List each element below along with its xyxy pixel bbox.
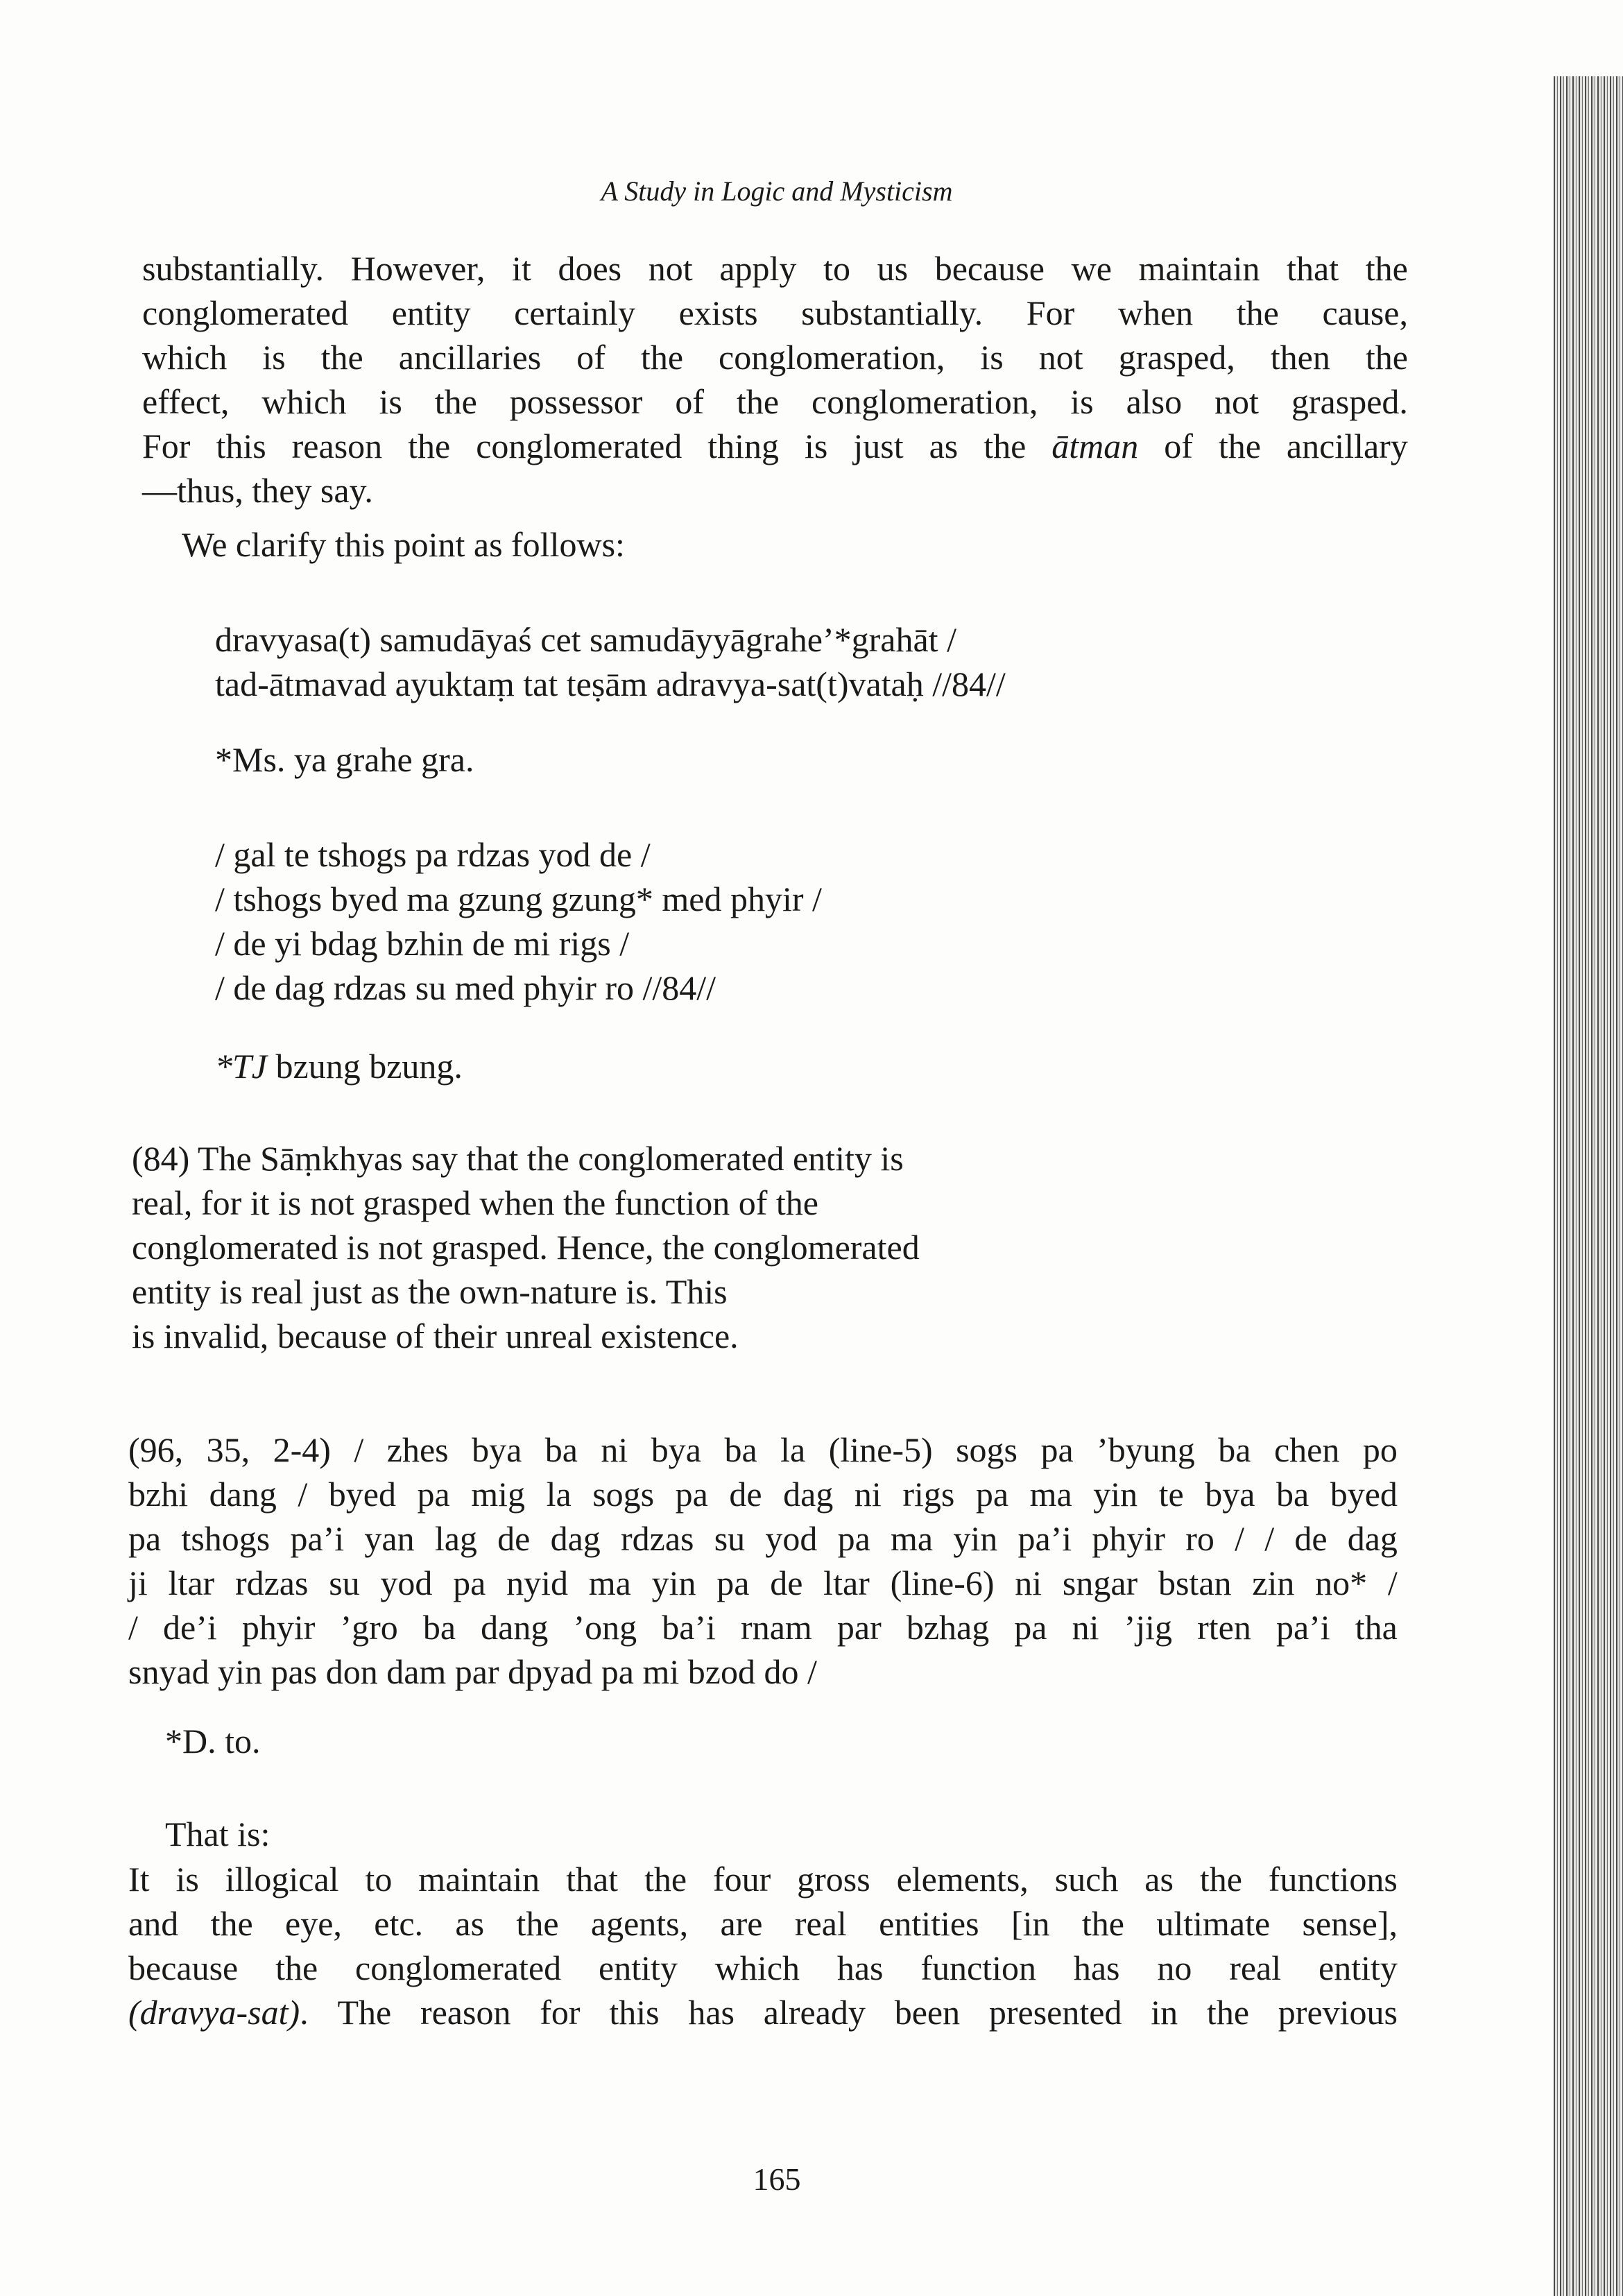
tibetan-verse: [215, 832, 822, 1010]
final-paragraph-line: It is illogical to maintain that the four gross elements, such as the functions: [128, 1860, 1398, 1899]
tibetan-verse-line: / gal te tshogs pa rdzas yod de /: [215, 835, 651, 874]
paragraph-1-line: —thus, they say.: [142, 471, 373, 510]
running-header: A Study in Logic and Mysticism: [601, 175, 953, 207]
translation-line: conglomerated is not grasped. Hence, the conglomerated: [132, 1228, 920, 1267]
commentary-line: ji ltar rdzas su yod pa nyid ma yin pa de ltar (line-6) ni sngar bstan zin no* /: [128, 1563, 1398, 1602]
commentary-line: snyad yin pas don dam par dpyad pa mi bzod do /: [128, 1652, 817, 1691]
tibetan-note: [215, 1044, 463, 1088]
tibetan-note-text: bzung bzung.: [275, 1047, 463, 1086]
commentary-line: bzhi dang / byed pa mig la sogs pa de dag ni rigs pa ma yin te bya ba byed: [128, 1475, 1398, 1514]
tibetan-note-siglum: *TJ: [215, 1047, 267, 1086]
tibetan-verse-line: / de dag rdzas su med phyir ro //84//: [215, 968, 716, 1007]
commentary-line: pa tshogs pa’i yan lag de dag rdzas su yod pa ma yin pa’i phyir ro / / de dag: [128, 1519, 1398, 1558]
tibetan-verse-line: / tshogs byed ma gzung gzung* med phyir /: [215, 880, 822, 918]
paragraph-1-line: which is the ancillaries of the conglomeration, is not grasped, then the: [142, 338, 1408, 377]
sanskrit-note: *Ms. ya grahe gra.: [215, 740, 474, 779]
tibetan-commentary: [128, 1428, 1398, 1694]
paragraph-1-line: effect, which is the possessor of the conglomeration, is also not grasped.: [142, 382, 1408, 421]
final-paragraph-line: because the conglomerated entity which has function has no real entity: [128, 1948, 1398, 1987]
page-edge-shadow: [1554, 76, 1623, 2296]
sanskrit-verse-line: dravyasa(t) samudāyaś cet samudāyyāgrahe’*grahāt /: [215, 620, 956, 659]
sanskrit-verse: [215, 617, 1006, 706]
translation-line: entity is real just as the own-nature is. This: [132, 1272, 728, 1311]
final-paragraph-line: and the eye, etc. as the agents, are real entities [in the ultimate sense],: [128, 1904, 1398, 1943]
paragraph-1-line: substantially. However, it does not apply to us because we maintain that the: [142, 249, 1408, 288]
commentary-note: *D. to.: [165, 1722, 261, 1760]
final-paragraph: [128, 1857, 1398, 2034]
translation-84: [132, 1136, 920, 1358]
commentary-line: (96, 35, 2-4) / zhes bya ba ni bya ba la (line-5) sogs pa ’byung ba chen po: [128, 1430, 1398, 1469]
tibetan-verse-line: / de yi bdag bzhin de mi rigs /: [215, 924, 630, 963]
translation-line: real, for it is not grasped when the function of the: [132, 1183, 818, 1222]
page-number: 165: [753, 2161, 801, 2197]
translation-line: is invalid, because of their unreal existence.: [132, 1317, 739, 1355]
that-is-line: That is:: [165, 1815, 270, 1853]
clarify-line: We clarify this point as follows:: [182, 525, 625, 564]
paragraph-1-line: For this reason the conglomerated thing is just as the ātman of the ancillary: [142, 427, 1408, 465]
paragraph-1: [142, 246, 1408, 513]
translation-line: (84) The Sāṃkhyas say that the conglomerated entity is: [132, 1139, 904, 1178]
commentary-line: / de’i phyir ’gro ba dang ’ong ba’i rnam par bzhag pa ni ’jig rten pa’i tha: [128, 1608, 1398, 1647]
sanskrit-verse-line: tad-ātmavad ayuktaṃ tat teṣām adravya-sat(t)vataḥ //84//: [215, 665, 1006, 703]
paragraph-1-line: conglomerated entity certainly exists substantially. For when the cause,: [142, 293, 1408, 332]
final-paragraph-line: (dravya-sat). The reason for this has already been presented in the previous: [128, 1993, 1398, 2032]
